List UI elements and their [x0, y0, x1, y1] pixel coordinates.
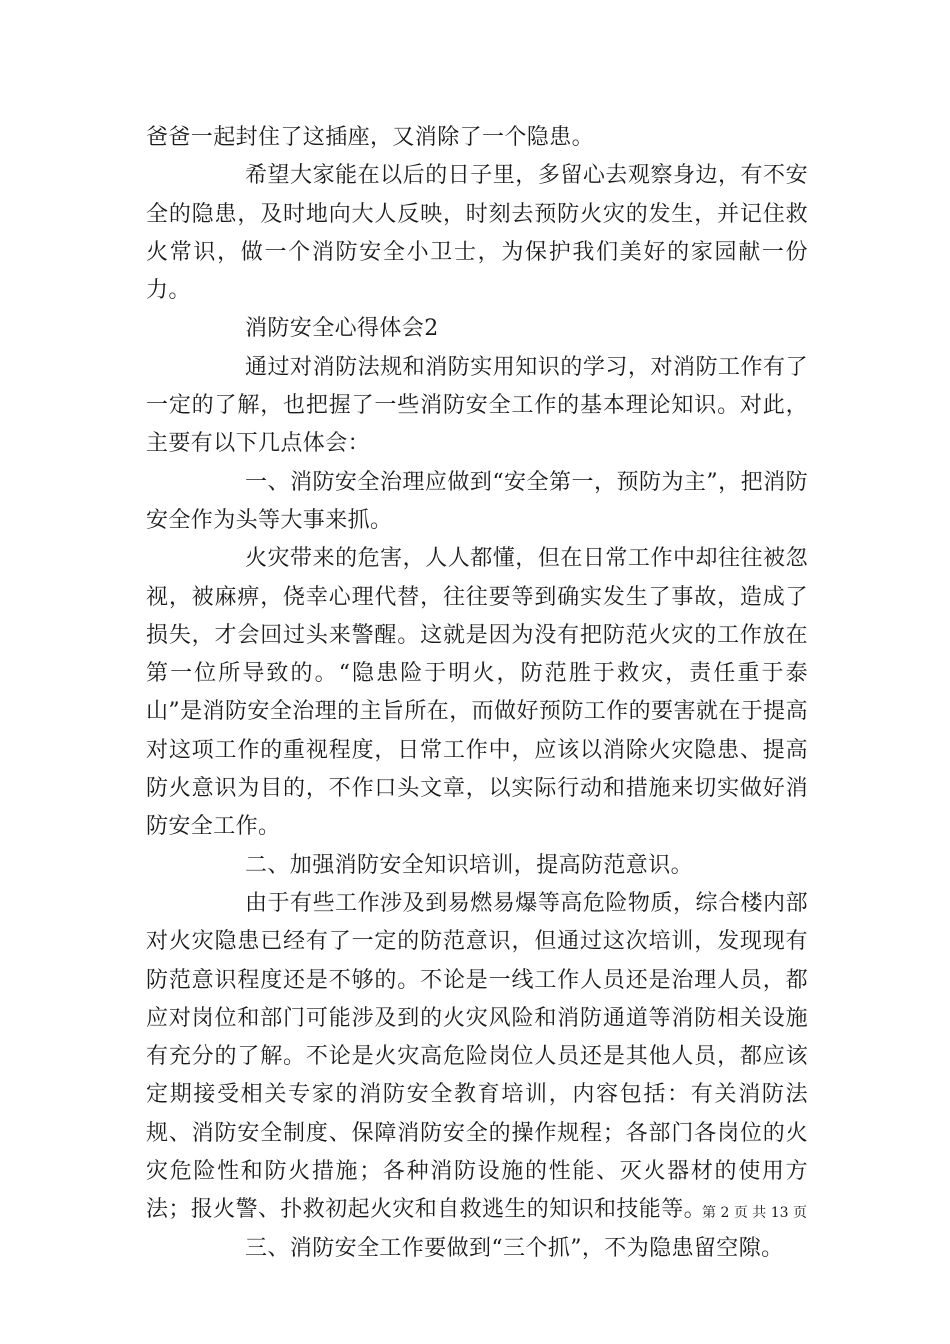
paragraph: 爸爸一起封住了这插座，又消除了一个隐患。	[146, 125, 595, 150]
paragraph: 由于有些工作涉及到易燃易爆等高危险物质，综合楼内部对火灾隐患已经有了一定的防范意识，但通过这次培训，发现现有防范意识程度还是不够的。不论是一线工作人员还是治理人员，都应对岗位和部门可能涉及到的火灾风险和消防通道等消防相关设施有充分的了解。不论是火灾高危险岗位人员还是其他人员，都应该定期接受相关专家的消防安全教育培训，内容包括：有关消防法规、消防安全制度、保障消防安全的操作规程；各部门各岗位的火灾危险性和防火措施；各种消防设施的性能、灭火器材的使用方法；报火警、扑救初起火灾和自救逃生的知识和技能等。	[146, 890, 808, 1223]
section-heading: 二、加强消防安全知识培训，提高防范意识。	[245, 852, 694, 878]
page-number: 第 2 页 共 13 页	[702, 1205, 807, 1221]
paragraph: 通过对消防法规和消防实用知识的学习，对消防工作有了一定的了解，也把握了一些消防安全工作的基本理论知识。对此，主要有以下几点体会：	[146, 354, 808, 457]
document-body	[146, 119, 808, 1268]
section-heading: 三、消防安全工作要做到“三个抓”，不为隐患留空隙。	[245, 1235, 784, 1261]
paragraph: 希望大家能在以后的日子里，多留心去观察身边，有不安全的隐患，及时地向大人反映，时刻去预防火灾的发生，并记住救火常识，做一个消防安全小卫士，为保护我们美好的家园献一份力。	[146, 163, 808, 304]
section-heading: 消防安全心得体会2	[245, 316, 439, 342]
paragraph: 火灾带来的危害，人人都懂，但在日常工作中却往往被忽视，被麻痹，侥幸心理代替，往往要等到确实发生了事故，造成了损失，才会回过头来警醒。这就是因为没有把防范火灾的工作放在第一位所导致的。“隐患险于明火，防范胜于救灾，责任重于泰山”是消防安全治理的主旨所在，而做好预防工作的要害就在于提高对这项工作的重视程度，日常工作中，应该以消除火灾隐患、提高防火意识为目的，不作口头文章，以实际行动和措施来切实做好消防安全工作。	[146, 546, 808, 840]
section-heading: 一、消防安全治理应做到“安全第一，预防为主”，把消防安全作为头等大事来抓。	[146, 469, 808, 533]
